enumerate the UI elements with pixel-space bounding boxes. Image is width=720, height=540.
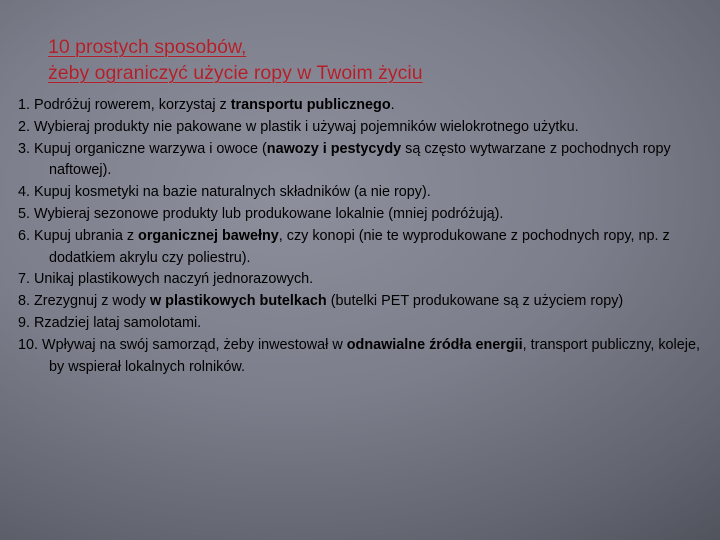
item-emphasis: nawozy i pestycydy <box>266 140 402 157</box>
list-item <box>18 95 708 117</box>
item-text: Kupuj ubrania z <box>34 227 139 244</box>
item-number: 2. <box>18 118 31 135</box>
item-text: Rzadziej lataj samolotami. <box>34 314 202 331</box>
list-item <box>18 335 708 379</box>
item-emphasis: transportu publicznego <box>230 97 391 113</box>
list-item <box>18 269 708 291</box>
item-number: 9. <box>18 314 31 331</box>
item-text: Wpływaj na swój samorząd, żeby inwestował w <box>42 336 347 353</box>
item-number: 8. <box>18 293 31 310</box>
item-number: 7. <box>18 271 31 288</box>
item-text: Kupuj organiczne warzywa i owoce ( <box>34 140 267 157</box>
list-item <box>18 291 708 313</box>
item-text: . <box>390 97 395 113</box>
item-number: 3. <box>18 140 31 157</box>
item-number: 4. <box>18 184 31 201</box>
title-line-2: żeby ograniczyć użycie ropy w Twoim życiu <box>48 62 423 84</box>
item-text-end: . <box>240 358 245 375</box>
item-text: Wybieraj produkty nie pakowane w plastik i używaj pojemników wielokrotnego użytku. <box>34 118 579 135</box>
item-text: są często wytwarzane z pochodnych ropy naftowej). <box>49 140 671 179</box>
list-item <box>18 313 708 335</box>
list-item <box>18 204 708 226</box>
item-text: Kupuj kosmetyki na bazie naturalnych składników (a nie ropy). <box>34 184 431 201</box>
tips-list <box>18 95 708 378</box>
item-text: Zrezygnuj z wody <box>34 293 150 310</box>
item-text: , czy konopi (nie te wyprodukowane z pochodnych ropy, np. z dodatkiem akrylu czy poliestru). <box>49 227 670 266</box>
item-number: 1. <box>18 97 31 113</box>
item-text: Unikaj plastikowych naczyń jednorazowych. <box>34 271 314 288</box>
list-item <box>18 117 708 139</box>
item-emphasis: organicznej bawełny <box>138 227 279 244</box>
item-text: Podróżuj rowerem, korzystaj z <box>34 97 231 113</box>
item-emphasis: w plastikowych butelkach <box>149 293 327 310</box>
item-number: 10. <box>18 336 39 353</box>
item-number: 6. <box>18 227 31 244</box>
item-text: , transport publiczny, koleje, by wspierał lokalnych rolników <box>49 336 700 375</box>
title-line-1: 10 prostych sposobów, <box>48 36 247 58</box>
slide-title <box>48 34 688 86</box>
list-item <box>18 226 708 270</box>
list-item <box>18 139 708 183</box>
item-text: (butelki PET produkowane są z użyciem ropy) <box>326 293 624 310</box>
list-item <box>18 182 708 204</box>
item-text: Wybieraj sezonowe produkty lub produkowane lokalnie (mniej podróżują). <box>34 205 504 222</box>
item-emphasis: odnawialne źródła energii <box>346 336 523 353</box>
item-number: 5. <box>18 205 31 222</box>
